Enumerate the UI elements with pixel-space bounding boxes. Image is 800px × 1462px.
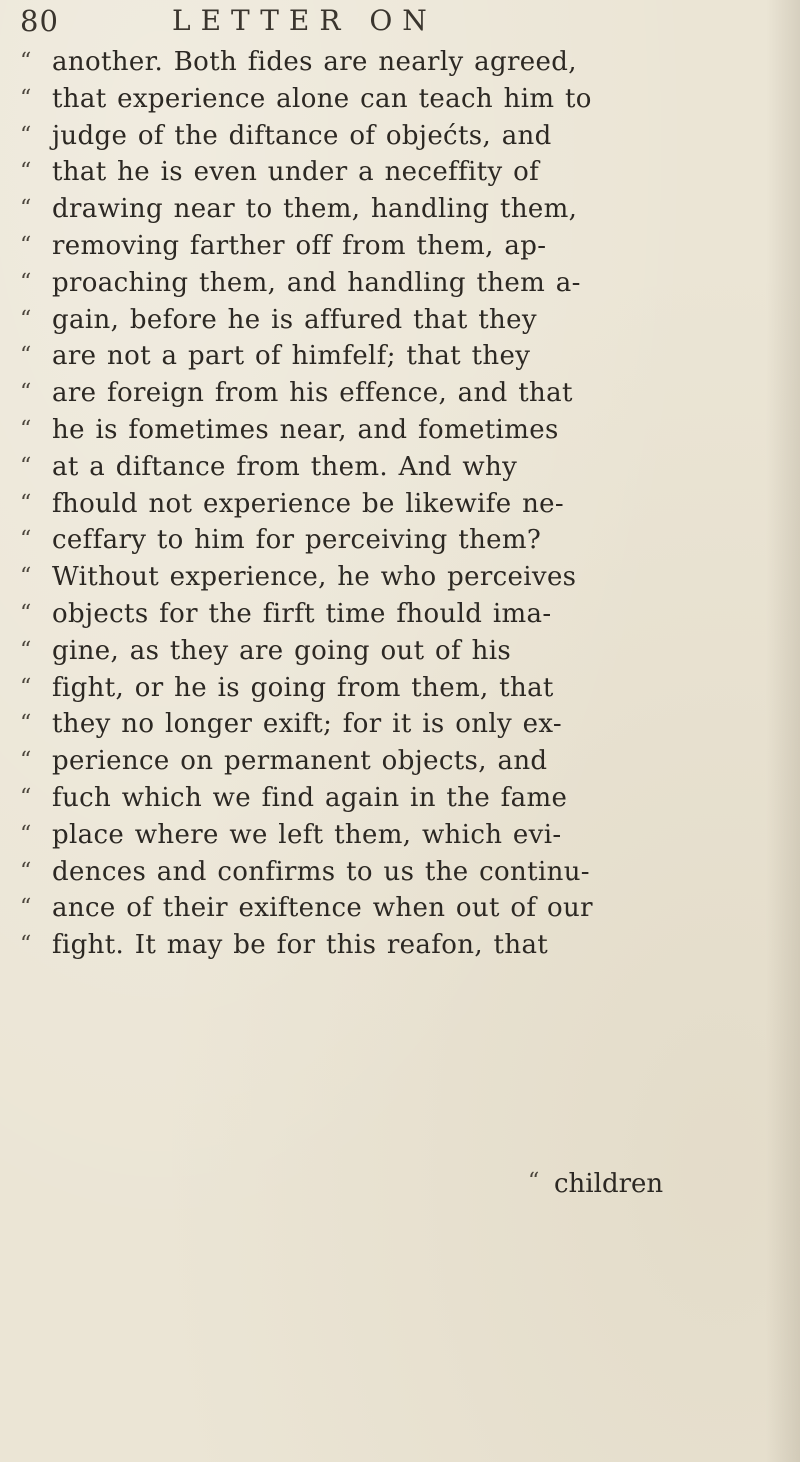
- quote-mark: “: [20, 380, 32, 406]
- text-line: [20, 927, 762, 964]
- text-line: [20, 118, 762, 155]
- line-text: removing farther off from them, ap-: [52, 230, 547, 261]
- line-text: gain, before he is affured that they: [52, 304, 537, 335]
- line-text: dences and confirms to us the continu-: [52, 856, 590, 887]
- text-line: [20, 449, 762, 486]
- quote-mark: “: [20, 895, 32, 921]
- quote-mark: “: [20, 306, 32, 332]
- line-text: that experience alone can teach him to: [52, 83, 592, 114]
- text-line: [20, 522, 762, 559]
- line-text: proaching them, and handling them a-: [52, 267, 581, 298]
- quote-mark: “: [20, 232, 32, 258]
- text-line: [20, 596, 762, 633]
- page-header: [20, 2, 760, 46]
- quote-mark: “: [20, 416, 32, 442]
- line-text: he is fometimes near, and fometimes: [52, 414, 559, 445]
- text-line: [20, 44, 762, 81]
- quote-mark: “: [20, 784, 32, 810]
- line-text: at a diftance from them. And why: [52, 451, 518, 482]
- quote-mark: “: [20, 490, 32, 516]
- line-text: are foreign from his effence, and that: [52, 378, 573, 409]
- quote-mark: “: [20, 821, 32, 847]
- quote-mark: “: [20, 564, 32, 590]
- text-line: [20, 670, 762, 707]
- text-line: [20, 633, 762, 670]
- quote-mark: “: [20, 159, 32, 185]
- line-text: ceffary to him for perceiving them?: [52, 525, 542, 556]
- text-line: [20, 81, 762, 118]
- line-text: fight, or he is going from them, that: [52, 672, 554, 703]
- quote-mark: “: [20, 637, 32, 663]
- text-line: [20, 890, 762, 927]
- line-text: gine, as they are going out of his: [52, 635, 512, 666]
- line-text: place where we left them, which evi-: [52, 819, 562, 850]
- text-line: [20, 486, 762, 523]
- text-line: [20, 817, 762, 854]
- quote-mark: “: [20, 122, 32, 148]
- line-text: are not a part of himfelf; that they: [52, 341, 531, 372]
- line-text: judge of the diftance of objećts, and: [52, 120, 552, 151]
- quote-mark: “: [20, 600, 32, 626]
- quote-mark: “: [20, 932, 32, 958]
- line-text: that he is even under a neceffity of: [52, 157, 540, 188]
- line-text: ance of their exiftence when out of our: [52, 893, 593, 924]
- quote-mark: “: [20, 49, 32, 74]
- text-line: [20, 854, 762, 891]
- quote-mark: “: [20, 269, 32, 295]
- line-text: perience on permanent objects, and: [52, 746, 548, 777]
- text-line: [20, 780, 762, 817]
- body-text: [20, 44, 762, 964]
- text-line: [20, 559, 762, 596]
- line-text: fight. It may be for this reafon, that: [52, 930, 549, 961]
- line-text: drawing near to them, handling them,: [52, 194, 578, 225]
- running-head: LETTER ON: [172, 4, 437, 37]
- line-text: Without experience, he who perceives: [52, 562, 577, 593]
- text-line: [20, 338, 762, 375]
- quote-mark: “: [20, 527, 32, 553]
- quote-mark: “: [20, 85, 32, 111]
- text-line: [20, 743, 762, 780]
- quote-mark: “: [20, 343, 32, 369]
- catchword-text: children: [554, 1169, 664, 1199]
- quote-mark: “: [20, 748, 32, 774]
- line-text: objects for the firft time fhould ima-: [52, 598, 552, 629]
- quote-mark: “: [20, 858, 32, 884]
- text-line: [20, 706, 762, 743]
- page-number: 80: [20, 4, 59, 38]
- gutter-shadow: [766, 0, 800, 1462]
- quote-mark: “: [528, 1169, 540, 1194]
- text-line: [20, 154, 762, 191]
- text-line: [20, 265, 762, 302]
- text-line: [20, 375, 762, 412]
- line-text: fuch which we find again in the fame: [52, 782, 568, 813]
- quote-mark: “: [20, 453, 32, 479]
- text-line: [20, 228, 762, 265]
- catchword: [528, 1169, 663, 1199]
- quote-mark: “: [20, 674, 32, 700]
- quote-mark: “: [20, 196, 32, 222]
- text-line: [20, 191, 762, 228]
- text-line: [20, 412, 762, 449]
- line-text: fhould not experience be likewife ne-: [52, 488, 565, 519]
- line-text: another. Both fides are nearly agreed,: [52, 47, 577, 77]
- line-text: they no longer exift; for it is only ex-: [52, 709, 563, 740]
- quote-mark: “: [20, 711, 32, 737]
- text-line: [20, 302, 762, 339]
